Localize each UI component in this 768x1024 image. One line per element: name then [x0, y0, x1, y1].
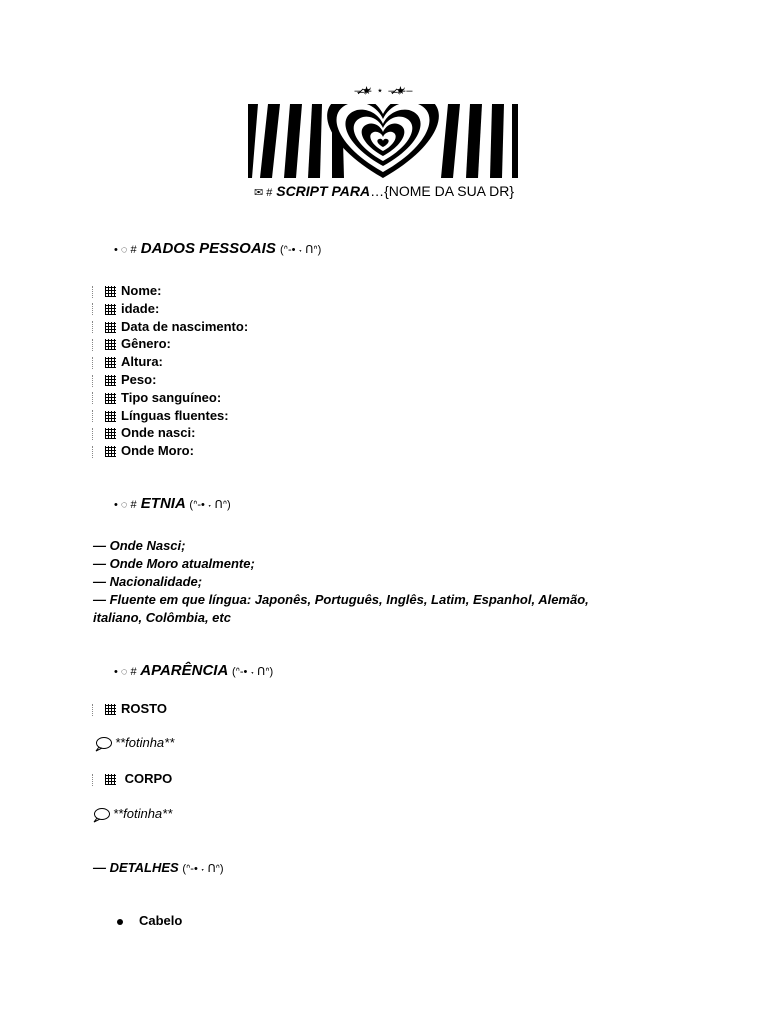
bullet-dot-icon — [117, 919, 123, 925]
grid-icon — [105, 286, 116, 297]
dotted-bar — [92, 704, 97, 716]
section-heading-aparencia — [114, 662, 273, 679]
detalhes-heading — [93, 860, 224, 875]
list-item-label: idade: — [121, 300, 160, 316]
list-item-label: Tipo sanguíneo: — [121, 389, 222, 405]
etnia-line: — Onde Nasci; — [93, 538, 186, 553]
list-item-label: Línguas fluentes: — [121, 407, 229, 423]
list-item-rosto — [92, 701, 167, 719]
section-title: APARÊNCIA — [140, 662, 228, 679]
section-bullet-icon: • ◌ # — [114, 244, 137, 256]
list-item-label: Gênero: — [121, 336, 171, 352]
bullet-item-cabelo — [117, 913, 182, 928]
list-item — [92, 408, 229, 426]
section-bullet-icon: • ◌ # — [114, 666, 137, 678]
section-title: DADOS PESSOAIS — [140, 240, 276, 257]
dotted-bar — [92, 321, 97, 333]
list-item — [92, 372, 156, 390]
kaomoji: (ᐢ-• ˕ ᑎᐢ) — [231, 666, 274, 678]
detalhes-title: — DETALHES — [93, 860, 179, 875]
list-item-label: CORPO — [124, 771, 173, 786]
etnia-line: italiano, Colômbia, etc — [93, 610, 231, 625]
photo-placeholder-corpo — [92, 806, 172, 823]
bullet-label: Cabelo — [139, 913, 183, 928]
speech-bubble-icon — [92, 807, 110, 823]
zebra-heart-banner-image — [248, 104, 518, 178]
grid-icon — [105, 446, 116, 457]
script-title — [0, 183, 768, 199]
dotted-bar — [92, 339, 97, 351]
list-item-label: Nome: — [121, 283, 162, 298]
list-item-corpo — [92, 771, 172, 789]
kaomoji: (ᐢ-• ˕ ᑎᐢ) — [189, 499, 231, 511]
list-item — [92, 283, 161, 301]
list-item-label: Peso: — [121, 372, 157, 387]
dotted-bar — [92, 375, 97, 387]
dotted-bar — [92, 428, 97, 440]
grid-icon — [105, 704, 116, 715]
title-name: {NOME DA SUA DR} — [384, 183, 515, 199]
section-heading-etnia — [114, 495, 231, 512]
kaomoji: (ᐢ-• ˕ ᑎᐢ) — [182, 863, 224, 875]
dotted-bar — [92, 357, 97, 369]
dotted-bar — [92, 303, 97, 315]
photo-label: **fotinha** — [115, 735, 175, 750]
list-item-label: Data de nascimento: — [121, 318, 249, 334]
grid-icon — [105, 411, 116, 422]
dotted-bar — [92, 446, 97, 458]
grid-icon — [105, 339, 116, 350]
title-dots: … — [370, 183, 385, 199]
speech-bubble-icon — [94, 736, 112, 752]
grid-icon — [105, 304, 116, 315]
decorative-stars: ‒̷̶̷̶★̷̶ ⋆ ‒̷̶̷̶★̷̶‒ — [354, 85, 414, 97]
section-title: ETNIA — [140, 495, 186, 512]
list-item — [92, 390, 221, 408]
list-item — [92, 443, 194, 461]
list-item — [92, 319, 248, 337]
dotted-bar — [92, 774, 97, 786]
title-script-para: SCRIPT PARA — [276, 183, 371, 199]
envelope-icon: ✉︎ # — [253, 187, 273, 199]
list-item — [92, 425, 195, 443]
etnia-line: — Nacionalidade; — [93, 574, 203, 589]
list-item-label: Onde nasci: — [121, 425, 196, 441]
etnia-line: — Fluente em que língua: Japonês, Português, Inglês, Latim, Espanhol, Alemão, — [93, 592, 589, 607]
kaomoji: (ᐢ-• ˕ ᑎᐢ) — [280, 244, 322, 256]
section-heading-dados-pessoais — [114, 240, 321, 257]
grid-icon — [105, 322, 116, 333]
etnia-line: — Onde Moro atualmente; — [93, 556, 255, 571]
list-item-label: Altura: — [121, 354, 163, 370]
grid-icon — [105, 357, 116, 368]
grid-icon — [105, 375, 116, 386]
dotted-bar — [92, 286, 97, 298]
list-item-label: Onde Moro: — [121, 443, 194, 459]
photo-placeholder-rosto — [94, 735, 174, 752]
grid-icon — [105, 428, 116, 439]
photo-label: **fotinha** — [113, 806, 173, 821]
list-item — [92, 336, 171, 354]
list-item — [92, 354, 163, 372]
dotted-bar — [92, 392, 97, 404]
grid-icon — [105, 774, 116, 785]
list-item-label: ROSTO — [121, 701, 167, 716]
list-item — [92, 301, 159, 319]
grid-icon — [105, 393, 116, 404]
dotted-bar — [92, 410, 97, 422]
section-bullet-icon: • ◌ # — [114, 499, 137, 511]
